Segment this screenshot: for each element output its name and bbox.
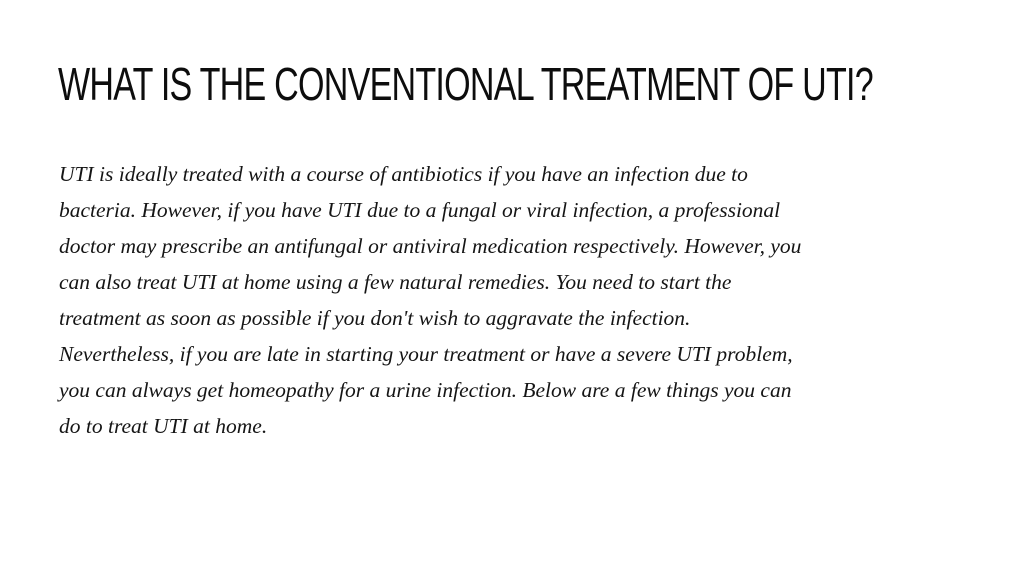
body-line: bacteria. However, if you have UTI due to a fungal or viral infection, a professional bbox=[59, 198, 781, 222]
slide-body bbox=[59, 156, 949, 444]
body-line: can also treat UTI at home using a few natural remedies. You need to start the bbox=[59, 270, 732, 294]
slide-title: WHAT IS THE CONVENTIONAL TREATMENT OF UTI? bbox=[58, 58, 873, 110]
body-line: doctor may prescribe an antifungal or antiviral medication respectively. However, you bbox=[59, 234, 802, 258]
body-line: UTI is ideally treated with a course of antibiotics if you have an infection due to bbox=[59, 162, 748, 186]
body-line: Nevertheless, if you are late in starting your treatment or have a severe UTI problem, bbox=[59, 342, 793, 366]
body-line: treatment as soon as possible if you don't wish to aggravate the infection. bbox=[59, 306, 691, 330]
body-line: you can always get homeopathy for a urine infection. Below are a few things you can bbox=[59, 378, 792, 402]
body-line: do to treat UTI at home. bbox=[59, 414, 268, 438]
